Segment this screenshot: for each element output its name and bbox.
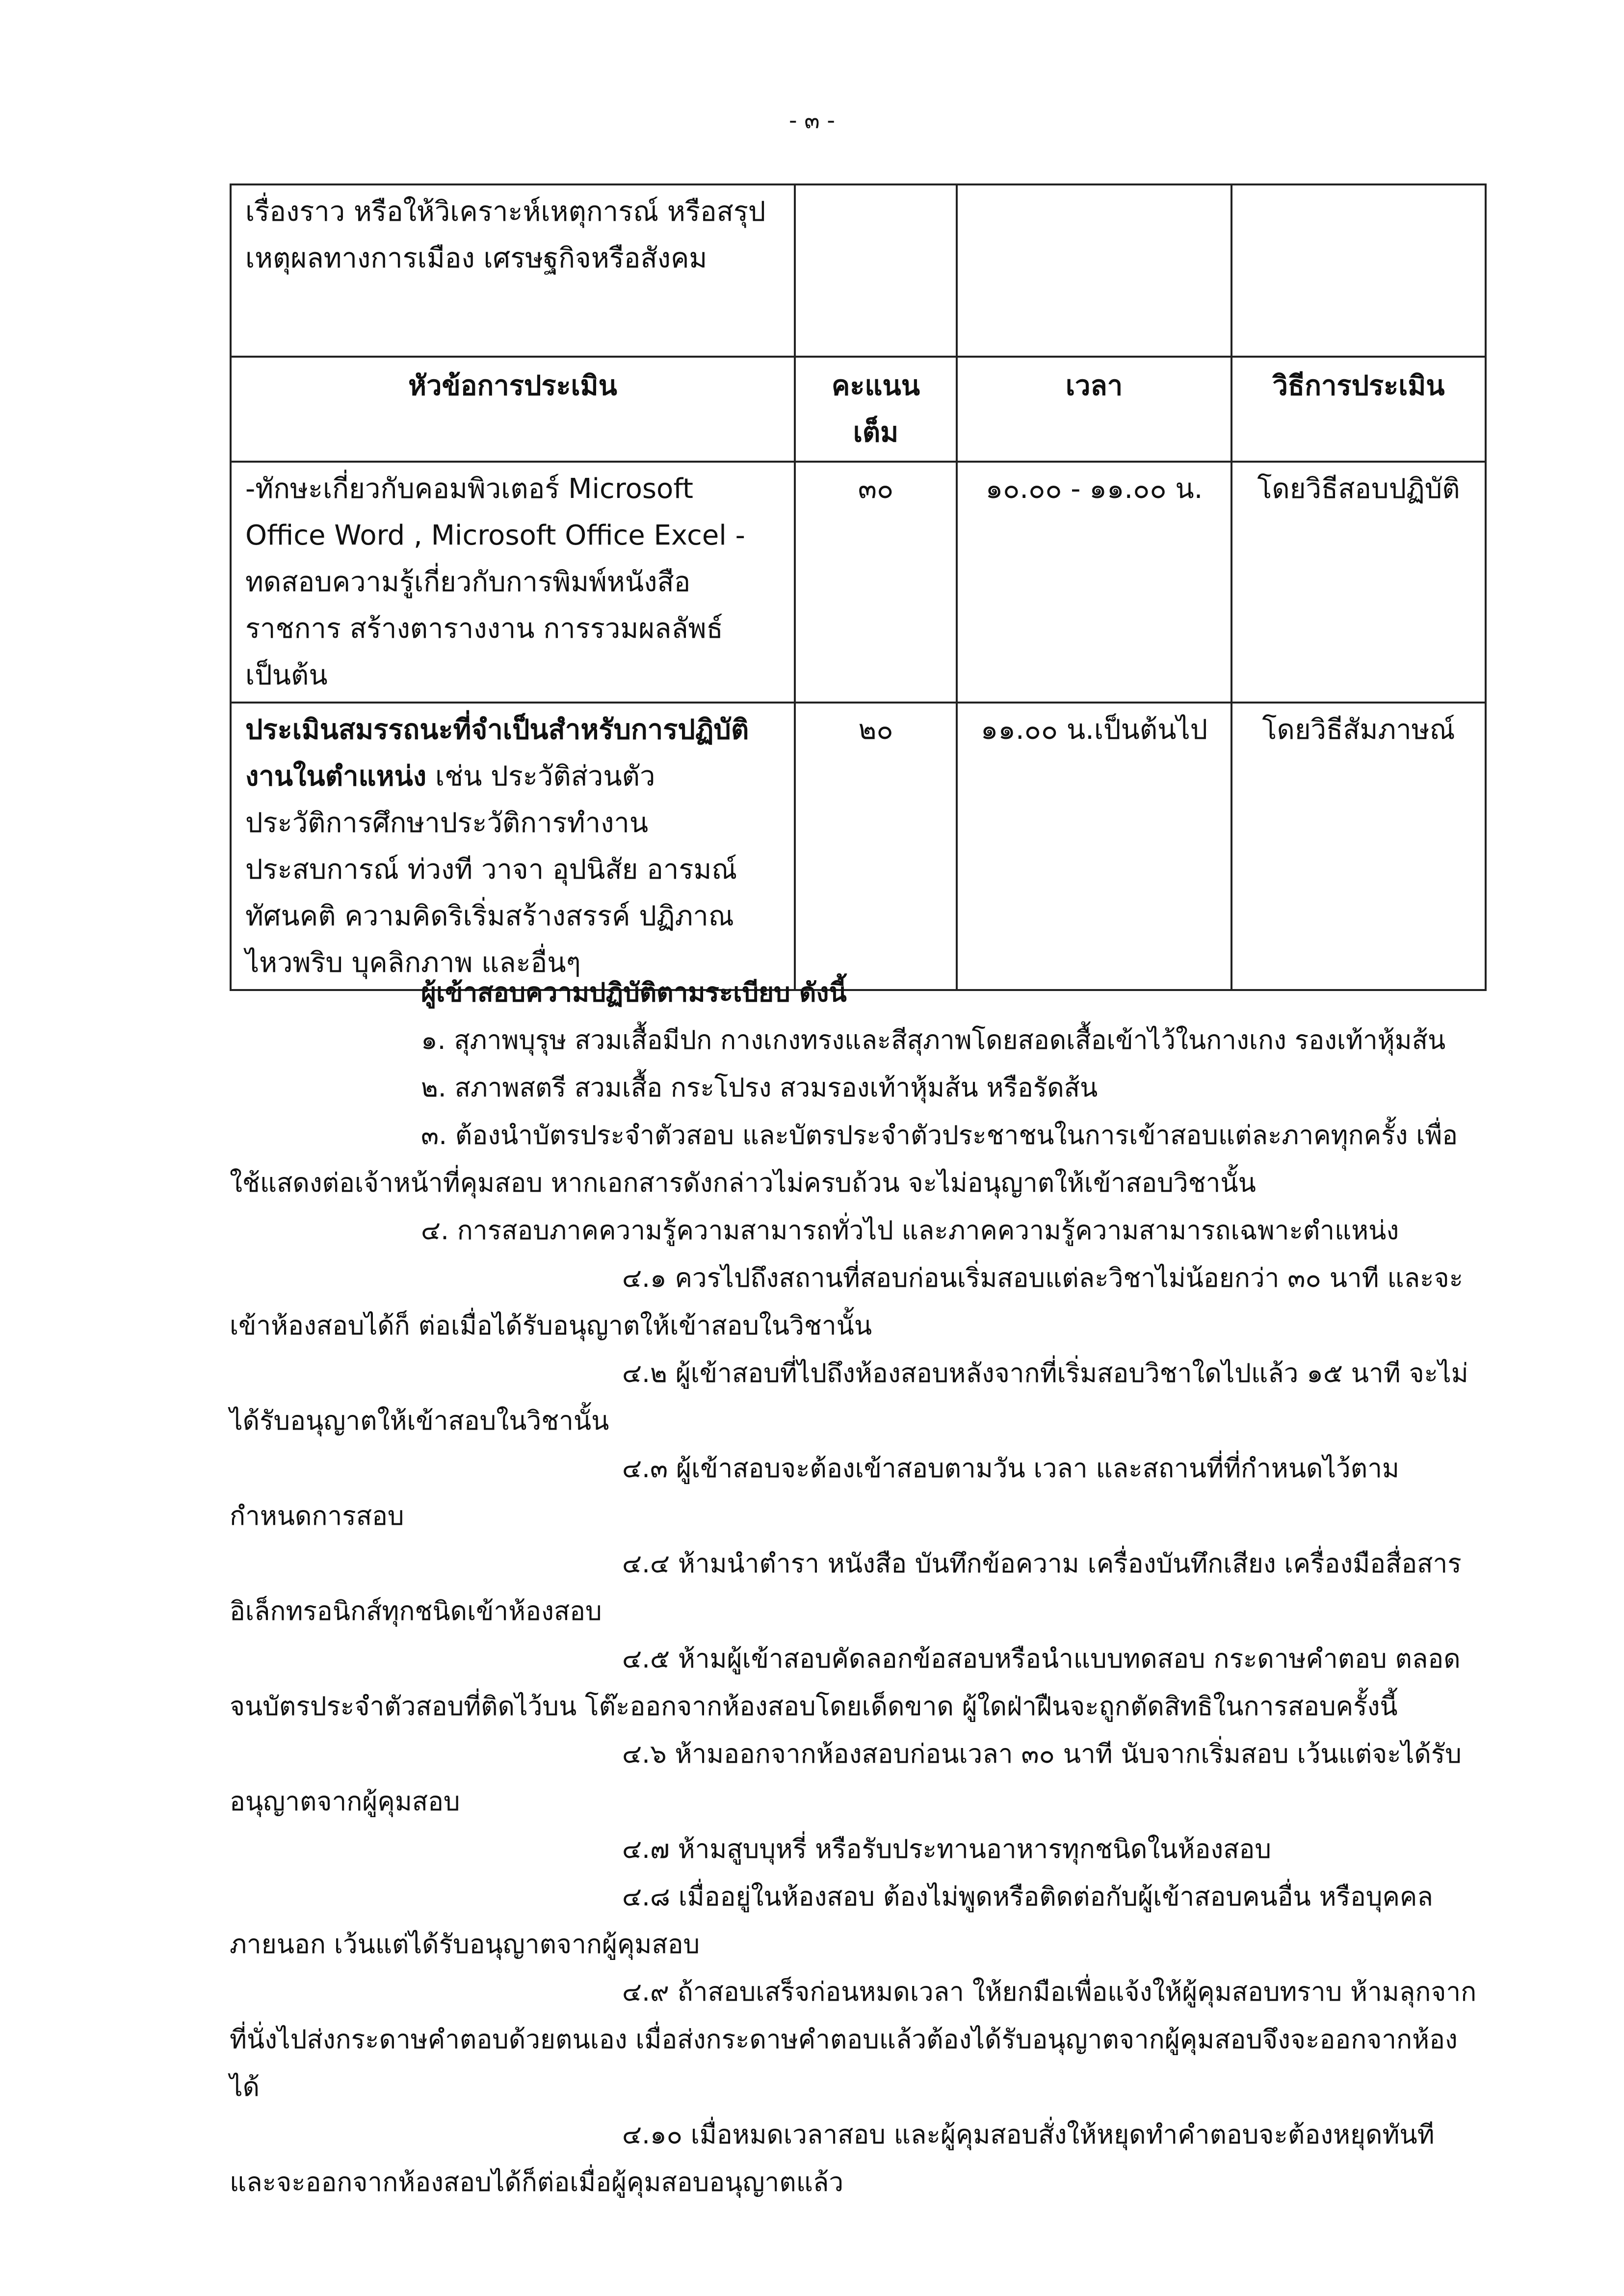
- table-header-row: [231, 357, 1486, 462]
- time-cell: ๑๐.๐๐ - ๑๑.๐๐ น.: [957, 462, 1231, 703]
- empty-cell: [957, 184, 1231, 357]
- rule-item: ๒. สภาพสตรี สวมเสื้อ กระโปรง สวมรองเท้าหุ้มส้น หรือรัดส้น: [421, 1073, 1098, 1103]
- header-method: วิธีการประเมิน: [1231, 357, 1486, 462]
- assessment-table: [230, 183, 1487, 991]
- rule-subitem: ๔.๔ ห้ามนำตำรา หนังสือ บันทึกข้อความ เครื่องบันทึกเสียง เครื่องมือสื่อสารอิเล็กทรอนิกส์ทุกชนิดเข้าห้องสอบ: [230, 1549, 1462, 1626]
- method-cell: โดยวิธีสอบปฏิบัติ: [1231, 462, 1486, 703]
- rule-subitem: ๔.๖ ห้ามออกจากห้องสอบก่อนเวลา ๓๐ นาที นับจากเริ่มสอบ เว้นแต่จะได้รับอนุญาตจากผู้คุมสอบ: [230, 1739, 1462, 1817]
- topic-cell: [231, 462, 795, 703]
- table-row: [231, 703, 1486, 990]
- score-cell: ๓๐: [795, 462, 957, 703]
- rule-subitem: ๔.๒ ผู้เข้าสอบที่ไปถึงห้องสอบหลังจากที่เริ่มสอบวิชาใดไปแล้ว ๑๕ นาที จะไม่ได้รับอนุญาตให้เข้าสอบในวิชานั้น: [230, 1358, 1468, 1436]
- rule-subitem: ๔.๓ ผู้เข้าสอบจะต้องเข้าสอบตามวัน เวลา และสถานที่ที่กำหนดไว้ตามกำหนดการสอบ: [230, 1454, 1399, 1531]
- continuation-cell: เรื่องราว หรือให้วิเคราะห์เหตุการณ์ หรือสรุปเหตุผลทางการเมือง เศรษฐกิจหรือสังคม: [231, 184, 795, 357]
- topic-bold-text: ประเมินสมรรถนะที่จำเป็นสำหรับการปฏิบัติงานในตำแหน่ง: [245, 714, 749, 792]
- score-cell: ๒๐: [795, 703, 957, 990]
- rule-subitem: ๔.๗ ห้ามสูบบุหรี่ หรือรับประทานอาหารทุกชนิดในห้องสอบ: [622, 1834, 1272, 1864]
- rule-subitem: ๔.๕ ห้ามผู้เข้าสอบคัดลอกข้อสอบหรือนำแบบทดสอบ กระดาษคำตอบ ตลอดจนบัตรประจำตัวสอบที่ติดไว้บน โต๊ะออกจากห้องสอบโดยเด็ดขาด ผู้ใดฝ่าฝืนจะถูกตัดสิทธิในการสอบครั้งนี้: [230, 1644, 1461, 1722]
- topic-text: -ทักษะเกี่ยวกับคอมพิวเตอร์ Microsoft Office Word , Microsoft Office Excel - ทดสอบความรู้เกี่ยวกับการพิมพ์หนังสือราชการ สร้างตารางงาน การรวมผลลัพธ์ เป็นต้น: [245, 473, 745, 691]
- rule-item: ๑. สุภาพบุรุษ สวมเสื้อมีปก กางเกงทรงและสีสุภาพโดยสอดเสื้อเข้าไว้ในกางเกง รองเท้าหุ้มส้น: [421, 1025, 1446, 1055]
- table-row: [231, 462, 1486, 703]
- exam-rules: [230, 969, 1485, 2206]
- header-time: เวลา: [957, 357, 1231, 462]
- rule-subitem: ๔.๑ ควรไปถึงสถานที่สอบก่อนเริ่มสอบแต่ละวิชาไม่น้อยกว่า ๓๐ นาที และจะเข้าห้องสอบได้ก็ ต่อเมื่อได้รับอนุญาตให้เข้าสอบในวิชานั้น: [230, 1263, 1464, 1341]
- rule-item: ๔. การสอบภาคความรู้ความสามารถทั่วไป และภาคความรู้ความสามารถเฉพาะตำแหน่ง: [421, 1216, 1399, 1246]
- rules-heading: ผู้เข้าสอบความปฏิบัติตามระเบียบ ดังนี้: [421, 978, 847, 1008]
- topic-cell: [231, 703, 795, 990]
- header-topic: หัวข้อการประเมิน: [231, 357, 795, 462]
- header-score: คะแนนเต็ม: [795, 357, 957, 462]
- page-number: - ๓ -: [789, 107, 835, 133]
- empty-cell: [795, 184, 957, 357]
- time-cell: ๑๑.๐๐ น.เป็นต้นไป: [957, 703, 1231, 990]
- table-row: [231, 184, 1486, 357]
- rule-item: ๓. ต้องนำบัตรประจำตัวสอบ และบัตรประจำตัวประชาชนในการเข้าสอบแต่ละภาคทุกครั้ง เพื่อใช้แสดงต่อเจ้าหน้าที่คุมสอบ หากเอกสารดังกล่าวไม่ครบถ้วน จะไม่อนุญาตให้เข้าสอบวิชานั้น: [230, 1121, 1458, 1198]
- rule-subitem: ๔.๘ เมื่ออยู่ในห้องสอบ ต้องไม่พูดหรือติดต่อกับผู้เข้าสอบคนอื่น หรือบุคคลภายนอก เว้นแต่ได้รับอนุญาตจากผู้คุมสอบ: [230, 1882, 1433, 1959]
- rule-subitem: ๔.๙ ถ้าสอบเสร็จก่อนหมดเวลา ให้ยกมือเพื่อแจ้งให้ผู้คุมสอบทราบ ห้ามลุกจากที่นั่งไปส่งกระดาษคำตอบด้วยตนเอง เมื่อส่งกระดาษคำตอบแล้วต้องได้รับอนุญาตจากผู้คุมสอบจึงจะออกจากห้องได้: [230, 1977, 1477, 2102]
- rule-subitem: ๔.๑๐ เมื่อหมดเวลาสอบ และผู้คุมสอบสั่งให้หยุดทำคำตอบจะต้องหยุดทันที และจะออกจากห้องสอบได้ก็ต่อเมื่อผู้คุมสอบอนุญาตแล้ว: [230, 2120, 1435, 2197]
- method-cell: โดยวิธีสัมภาษณ์: [1231, 703, 1486, 990]
- topic-text: เช่น ประวัติส่วนตัว ประวัติการศึกษาประวัติการทำงาน ประสบการณ์ ท่วงที วาจา อุปนิสัย อารมณ์ ทัศนคติ ความคิดริเริ่มสร้างสรรค์ ปฏิภาณไหวพริบ บุคลิกภาพ และอื่นๆ: [245, 760, 737, 979]
- empty-cell: [1231, 184, 1486, 357]
